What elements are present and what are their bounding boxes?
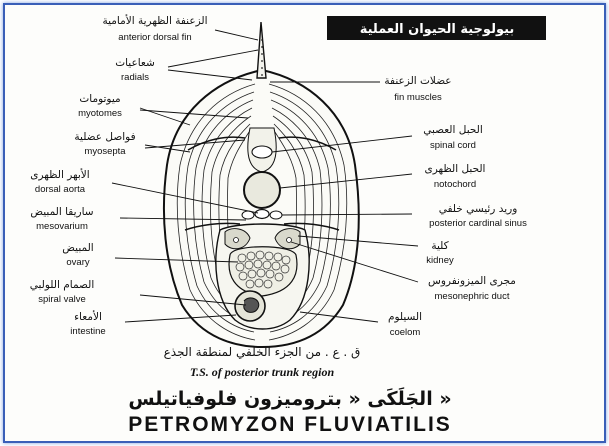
label-dorsal-aorta-en: dorsal aorta (34, 184, 86, 195)
label-anterior-dorsal-fin-en: anterior dorsal fin (118, 32, 192, 43)
dorsal-aorta (255, 210, 269, 219)
label-notochord-ar: الحبل الظهرى (424, 163, 486, 175)
notochord (244, 172, 280, 208)
mesonephric-duct-right (287, 238, 292, 243)
title-english: PETROMYZON FLUVIATILIS (128, 413, 452, 436)
label-notochord-en: notochord (433, 179, 477, 190)
label-intestine-en: intestine (70, 326, 106, 337)
label-ovary-ar: المبيض (62, 242, 94, 254)
posterior-cardinal-sinus-right (270, 211, 282, 219)
label-myotomes-ar: ميوتومات (79, 93, 121, 105)
label-mesovarium-en: mesovarium (36, 221, 88, 232)
mesonephric-duct-left (234, 238, 239, 243)
label-mesonephric-duct-en: mesonephric duct (434, 291, 510, 302)
label-ovary-en: ovary (66, 257, 90, 268)
caption-english: T.S. of posterior trunk region (189, 365, 335, 379)
label-fin-muscles-en: fin muscles (394, 92, 442, 103)
label-kidney-en: kidney (426, 255, 454, 266)
label-radials-en: radials (121, 72, 149, 83)
label-coelom-en: coelom (389, 327, 421, 338)
label-spinal-cord-ar: الحبل العصبي (423, 124, 483, 136)
label-posterior-cardinal-sinus-en: posterior cardinal sinus (429, 218, 527, 229)
caption-arabic: ق . ع . من الجزء الخلفي لمنطقة الجذع (163, 345, 361, 359)
label-myosepta-en: myosepta (84, 146, 126, 157)
label-myotomes-en: myotomes (78, 108, 122, 119)
label-intestine-ar: الأمعاء (74, 311, 102, 323)
title-arabic: الجَلَكَى « بتروميزون فلوفياتيلس » (128, 388, 452, 410)
label-spiral-valve-ar: الصمام اللولبي (29, 279, 95, 291)
label-mesovarium-ar: ساريقا المبيض (30, 206, 94, 218)
label-posterior-cardinal-sinus-ar: وريد رئيسي خلفي (438, 203, 518, 215)
anterior-dorsal-fin (257, 22, 266, 78)
spinal-cord (252, 146, 272, 158)
label-mesonephric-duct-ar: مجرى الميزونفروس (428, 275, 516, 287)
label-radials-ar: شعاعيات (115, 57, 155, 69)
label-spiral-valve-en: spiral valve (38, 294, 86, 305)
spiral-valve (244, 298, 259, 313)
label-kidney-ar: كلية (431, 240, 449, 252)
label-dorsal-aorta-ar: الأبهر الظهرى (30, 169, 90, 181)
label-spinal-cord-en: spinal cord (430, 140, 476, 151)
title-banner-text: بيولوجية الحيوان العملية (359, 22, 515, 37)
label-anterior-dorsal-fin-ar: الزعنفة الظهرية الأمامية (102, 15, 208, 27)
label-myosepta-ar: فواصل عضلية (74, 131, 136, 143)
label-fin-muscles-ar: عضلات الزعنفة (384, 75, 452, 87)
label-coelom-ar: السيلوم (387, 311, 423, 323)
